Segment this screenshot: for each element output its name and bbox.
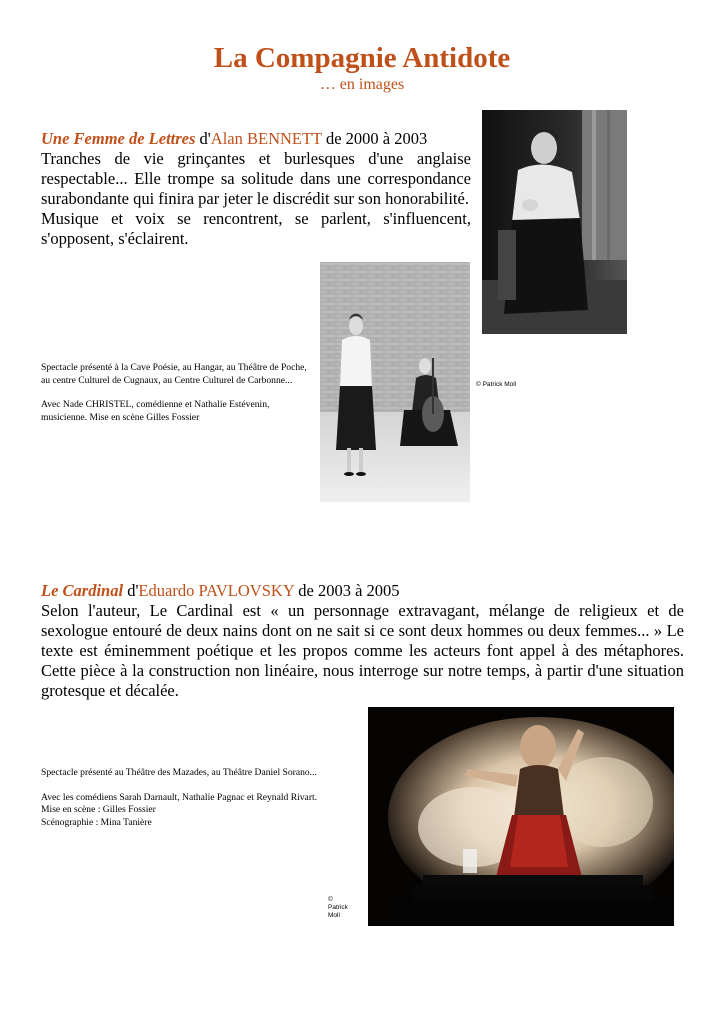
- section2-photo-credit-line1: ©: [328, 896, 333, 903]
- section2-staging: Mise en scène : Gilles Fossier: [41, 804, 156, 815]
- section2-photo-credit-line3: Moll: [328, 912, 340, 919]
- section1-description-2: Musique et voix se rencontrent, se parlent, s'influencent, s'opposent, s'éclairent.: [41, 209, 471, 248]
- page-title: La Compagnie Antidote: [213, 42, 511, 74]
- section1-dates: de 2000 à 2003: [321, 129, 428, 148]
- section2-venues: Spectacle présenté au Théâtre des Mazades, au Théâtre Daniel Sorano...: [41, 767, 317, 778]
- section1-venues: Spectacle présenté à la Cave Poésie, au Hangar, au Théâtre de Poche, au centre Culturel de Cugnaux, au Centre Culturel de Carbonne...: [41, 362, 307, 386]
- section1-description-1: Tranches de vie grinçantes et burlesques d'une anglaise respectable... Elle trompe sa solitude dans une correspondance surabondante qui finira par jeter le discrédit sur son honorabilité.: [41, 149, 471, 208]
- page-subtitle: … en images: [319, 76, 405, 93]
- section1-cast: Avec Nade CHRISTEL, comédienne et Nathalie Estévenin, musicienne. Mise en scène Gilles Fossier: [41, 399, 270, 423]
- photo-woman-seated: [482, 110, 627, 334]
- section1-author-prefix: d': [195, 129, 211, 148]
- section2-photo-credit: [328, 896, 368, 920]
- section2-cast: Avec les comédiens Sarah Darnault, Nathalie Pagnac et Reynald Rivart.: [41, 791, 318, 803]
- section2-author: Eduardo PAVLOVSKY: [138, 581, 295, 600]
- section1-details: [41, 362, 309, 436]
- section2-author-prefix: d': [123, 581, 139, 600]
- section1-author: Alan BENNETT: [210, 129, 322, 148]
- section2-heading: [41, 581, 684, 601]
- section1-photo-credit: © Patrick Moll: [476, 381, 517, 388]
- section2-text: [41, 581, 684, 701]
- photo-cardinal-in-smoke: [368, 707, 674, 926]
- section2-description: Selon l'auteur, Le Cardinal est « un personnage extravagant, mélange de religieux et de sexologue entouré de deux nains dont on ne sait si ce sont deux hommes ou deux femmes... » Le texte est éminemment poétique et les propos comme les acteurs font appel à des métaphores. Cette pièce à la construction non linéaire, nous interroge sur notre temps, à partir d'une situation grotesque et décalée.: [41, 601, 684, 700]
- photo-actress-and-cellist: [320, 262, 470, 502]
- section1-heading: [41, 129, 471, 149]
- section2-play-title: Le Cardinal: [41, 581, 124, 600]
- section1-play-title: Une Femme de Lettres: [41, 129, 196, 148]
- section2-scenography: Scénographie : Mina Tanière: [41, 816, 152, 828]
- section2-photo-credit-line2: Patrick: [328, 904, 348, 911]
- section2-details: [41, 767, 371, 829]
- section2-dates: de 2003 à 2005: [294, 581, 400, 600]
- section1-text: [41, 129, 471, 249]
